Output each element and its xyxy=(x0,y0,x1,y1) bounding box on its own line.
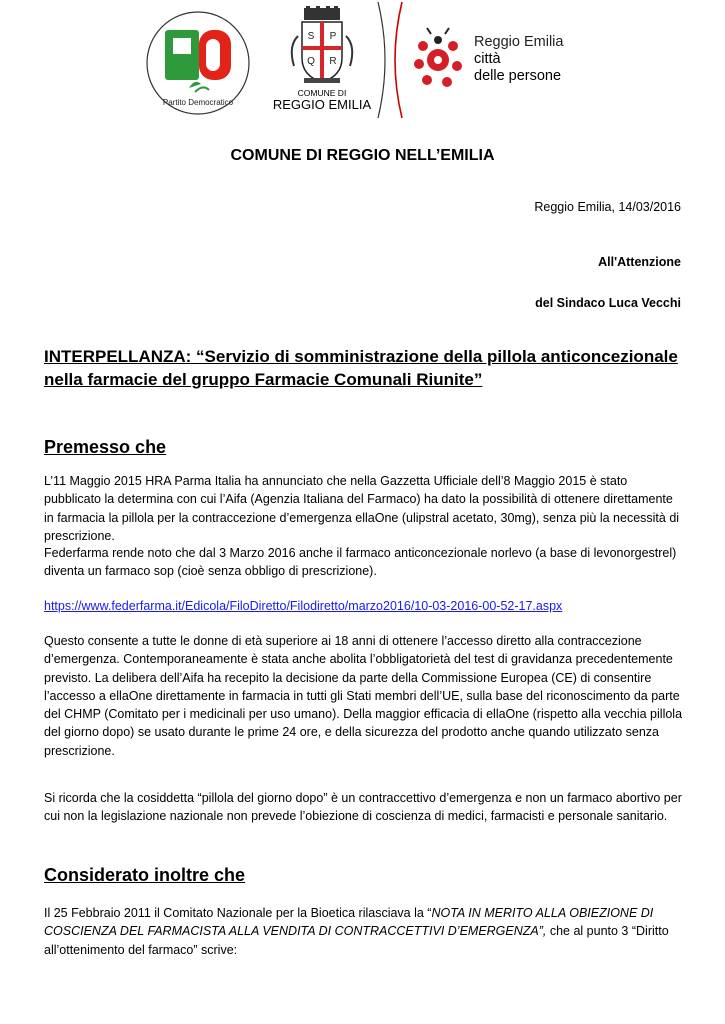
document-date: Reggio Emilia, 14/03/2016 xyxy=(534,200,681,214)
reggio-emilia-city-logo xyxy=(405,20,485,100)
paragraph: Si ricorda che la cosiddetta “pillola del giorno dopo” è un contraccettivo d’emergenza e non un farmaco abortivo per cui non la legislazione nazionale non prevede l’obiezione di coscienza di medici, farmacisti e personale sanitario. xyxy=(44,791,682,824)
coat-letter-q: Q xyxy=(307,56,315,67)
city-logo-text xyxy=(474,34,563,85)
paragraph: Questo consente a tutte le donne di età superiore ai 18 anni di ottenere l’accesso diretto alla contraccezione d’emergenza. Contemporaneamente è stata anche abolita l’obbligatorietà del test di gravidanza precedentemente previsto. La delibera dell’Aifa ha recepito la decisione da parte della Commissione Europea (CE) di consentire l’accesso a ellaOne direttamente in farmacia in tutti gli Stati membri dell’UE, sulla base del riconoscimento da parte del CHMP (Comitato per i medicinali per uso umano). Della maggior efficacia di ellaOne (rispetto alla vecchia pillola del giorno dopo) se usato durante le prime 24 ore, e della sicurezza del prodotto anche quando utilizzato senza prescrizione. xyxy=(44,634,683,758)
document-title: COMUNE DI REGGIO NELL’EMILIA xyxy=(230,147,495,164)
paragraph xyxy=(44,904,684,959)
recipient-line: del Sindaco Luca Vecchi xyxy=(535,296,681,310)
city-slogan-2: delle persone xyxy=(474,68,562,84)
federfarma-link[interactable]: https://www.federfarma.it/Edicola/FiloDiretto/Filodiretto/marzo2016/10-03-2016-00-52-17.aspx xyxy=(44,599,563,613)
coat-letter-r: R xyxy=(329,56,337,67)
paragraph-end: che al punto 3 “Diritto all’ottenimento del farmaco” scrive: xyxy=(44,924,669,957)
city-name: Reggio Emilia xyxy=(474,34,564,50)
interpellanza-title: INTERPELLANZA: “Servizio di somministrazione della pillola anticoncezionale nella farmacie del gruppo Farmacie Comunali Riunite” xyxy=(44,347,678,389)
section-heading-premesso: Premesso che xyxy=(44,437,167,457)
coat-caption xyxy=(272,88,372,112)
pd-caption: Partito Democratico xyxy=(162,98,234,107)
paragraph-italic-quote: NOTA IN MERITO ALLA OBIEZIONE DI COSCIENZA DEL FARMACISTA ALLA VENDITA DI CONTRACCETTIVI D’EMERGENZA”, xyxy=(44,906,654,939)
coat-caption-line2: REGGIO EMILIA xyxy=(272,97,372,112)
city-slogan-1: città xyxy=(474,51,501,67)
paragraph-start: Il 25 Febbraio 2011 il Comitato Nazionale per la Bioetica rilasciava la “ xyxy=(44,906,432,920)
section-heading-considerato: Considerato inoltre che xyxy=(44,865,246,885)
coat-letter-s: S xyxy=(307,31,315,42)
paragraph: Federfarma rende noto che dal 3 Marzo 2016 anche il farmaco anticoncezionale norlevo (a base di levonorgestrel) diventa un farmaco sop (cioè senza obbligo di prescrizione). xyxy=(44,546,677,579)
coat-caption-line1: COMUNE DI xyxy=(297,88,347,98)
coat-letter-p: P xyxy=(329,31,337,42)
partito-democratico-logo xyxy=(145,10,251,116)
attention-line: All'Attenzione xyxy=(598,255,681,269)
paragraph: L’11 Maggio 2015 HRA Parma Italia ha annunciato che nella Gazzetta Ufficiale dell’8 Maggio 2015 è stato pubblicato la determina con cui l’Aifa (Agenzia Italiana del Farmaco) ha dato la possibilità di ottenere direttamente in farmacia la pillola per la contraccezione d’emergenza ellaOne (ulipstral acetato, 30mg), senza più la necessità di prescrizione. xyxy=(44,474,680,543)
